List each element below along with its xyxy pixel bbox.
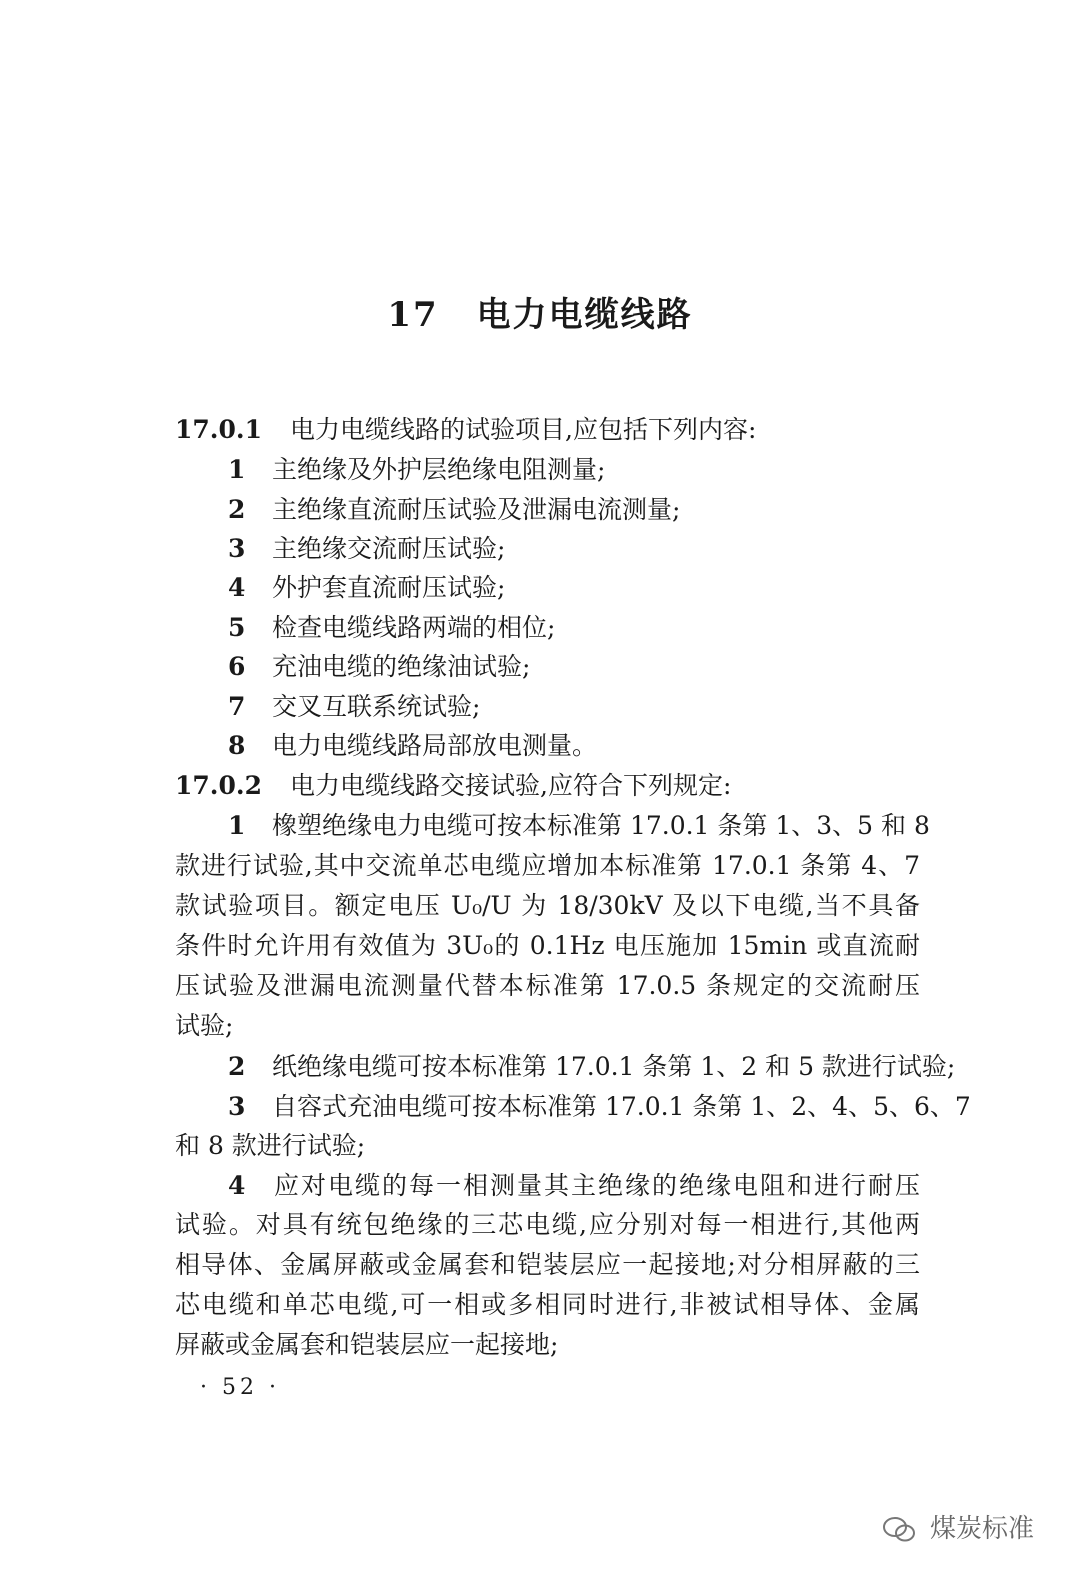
watermark — [882, 1508, 1034, 1545]
item-number: 8 — [228, 731, 246, 760]
paragraph-line: 和 8 款进行试验; — [175, 1131, 366, 1160]
list-item — [228, 647, 920, 687]
paragraph-line — [228, 1087, 971, 1127]
item-text: 检查电缆线路两端的相位; — [272, 613, 556, 642]
item-number: 3 — [228, 534, 246, 563]
item-text: 外护套直流耐压试验; — [272, 573, 506, 602]
item-number: 7 — [228, 692, 246, 721]
item-number: 2 — [228, 495, 246, 524]
item-number: 4 — [228, 573, 246, 602]
clause-intro: 电力电缆线路交接试验,应符合下列规定: — [290, 771, 732, 800]
list-item — [228, 450, 920, 490]
paragraph-line: 压试验及泄漏电流测量代替本标准第 17.0.5 条规定的交流耐压 — [175, 971, 920, 1000]
item-text: 自容式充油电缆可按本标准第 17.0.1 条第 1、2、4、5、6、7 — [272, 1092, 971, 1121]
item-text: 纸绝缘电缆可按本标准第 17.0.1 条第 1、2 和 5 款进行试验; — [272, 1052, 956, 1081]
paragraph-line — [228, 1047, 956, 1087]
paragraph-line: 款进行试验,其中交流单芯电缆应增加本标准第 17.0.1 条第 4、7 — [175, 851, 920, 880]
chapter-title-text: 电力电缆线路 — [476, 295, 693, 335]
paragraph-line: 试验。对具有统包绝缘的三芯电缆,应分别对每一相进行,其他两 — [175, 1210, 920, 1239]
paragraph-line — [228, 1166, 920, 1206]
list-item — [228, 608, 920, 648]
watermark-text: 煤炭标准 — [929, 1514, 1034, 1544]
paragraph-line: 屏蔽或金属套和铠装层应一起接地; — [175, 1330, 559, 1359]
list-item — [228, 726, 920, 766]
clause-number: 17.0.2 — [175, 771, 262, 800]
clause-17-0-2-heading — [175, 766, 920, 806]
paragraph-line: 试验; — [175, 1011, 234, 1040]
wechat-icon — [882, 1514, 930, 1544]
item-text: 交叉互联系统试验; — [272, 692, 481, 721]
item-text: 充油电缆的绝缘油试验; — [272, 652, 531, 681]
item-text: 主绝缘交流耐压试验; — [272, 534, 506, 563]
paragraph-line: 款试验项目。额定电压 U₀/U 为 18/30kV 及以下电缆,当不具备 — [175, 891, 920, 920]
item-number: 1 — [228, 455, 246, 484]
clause-number: 17.0.1 — [175, 415, 262, 444]
paragraph-line: 相导体、金属屏蔽或金属套和铠装层应一起接地;对分相屏蔽的三 — [175, 1250, 920, 1279]
list-item — [228, 490, 920, 530]
item-number: 5 — [228, 613, 246, 642]
item-text: 主绝缘及外护层绝缘电阻测量; — [272, 455, 606, 484]
chapter-number: 17 — [387, 295, 439, 335]
list-item — [228, 529, 920, 569]
page-number: · 52 · — [200, 1375, 280, 1400]
paragraph-line: 条件时允许用有效值为 3U₀的 0.1Hz 电压施加 15min 或直流耐 — [175, 931, 920, 960]
list-item — [228, 568, 920, 608]
clause-17-0-1-heading — [175, 410, 920, 450]
item-number: 2 — [228, 1052, 246, 1081]
item-text: 应对电缆的每一相测量其主绝缘的绝缘电阻和进行耐压 — [272, 1171, 920, 1200]
item-number: 6 — [228, 652, 246, 681]
list-item — [228, 687, 920, 727]
item-number: 3 — [228, 1092, 246, 1121]
item-number: 4 — [228, 1171, 246, 1200]
item-text: 电力电缆线路局部放电测量。 — [272, 731, 598, 760]
item-text: 主绝缘直流耐压试验及泄漏电流测量; — [272, 495, 681, 524]
item-text: 橡塑绝缘电力电缆可按本标准第 17.0.1 条第 1、3、5 和 8 — [272, 811, 930, 840]
item-number: 1 — [228, 811, 246, 840]
paragraph-line: 芯电缆和单芯电缆,可一相或多相同时进行,非被试相导体、金属 — [175, 1290, 920, 1319]
chapter-title — [0, 287, 1080, 336]
clause-intro: 电力电缆线路的试验项目,应包括下列内容: — [290, 415, 757, 444]
paragraph-line — [228, 806, 930, 846]
